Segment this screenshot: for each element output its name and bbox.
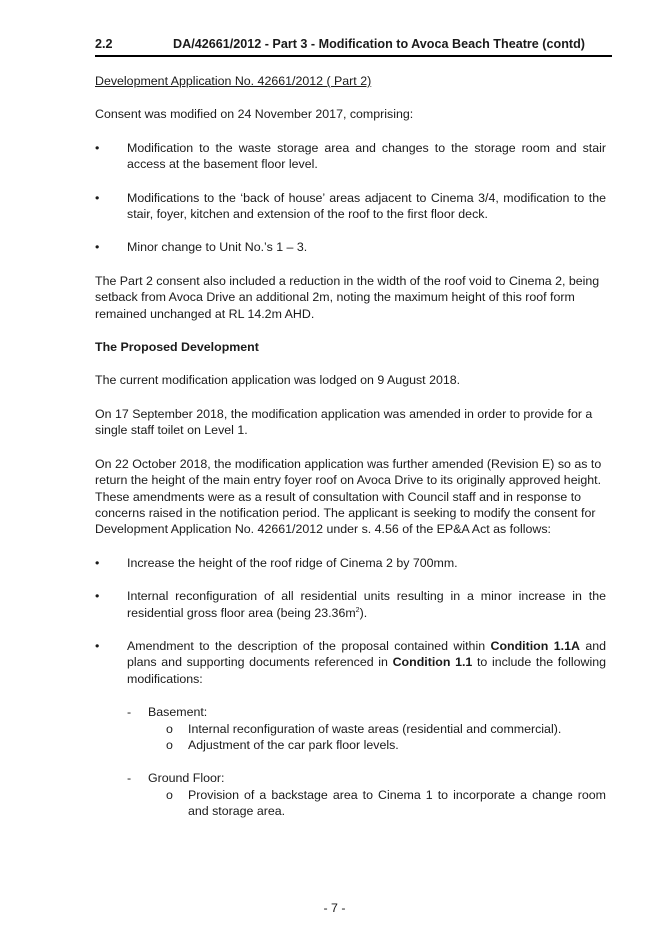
list-item-text: Modifications to the ‘back of house’ areas adjacent to Cinema 3/4, modification to the stair, foyer, kitchen and extension of the roof to the first floor deck. xyxy=(127,190,606,222)
section-number: 2.2 xyxy=(95,37,113,51)
nested-list-text: Adjustment of the car park floor levels. xyxy=(188,737,399,752)
page-number: - 7 - xyxy=(323,901,346,915)
list-item xyxy=(95,555,606,571)
list-item xyxy=(95,638,606,687)
circle-marker: o xyxy=(166,721,173,736)
bullet-marker: • xyxy=(95,240,100,255)
condition-ref: Condition 1.1 xyxy=(392,655,473,670)
list-item xyxy=(95,239,606,255)
nested-list-text: Provision of a backstage area to Cinema 1 to incorporate a change room and storage area. xyxy=(188,787,606,819)
list-item-text: Minor change to Unit No.’s 1 – 3. xyxy=(127,240,308,255)
list-item-text: Modification to the waste storage area and changes to the storage room and stair access at the basement floor level. xyxy=(127,140,606,172)
nested-list-text: Internal reconfiguration of waste areas (residential and commercial). xyxy=(188,721,562,736)
proposed-para-1: The current modification application was lodged on 9 August 2018. xyxy=(95,373,461,388)
part2-intro: Consent was modified on 24 November 2017, comprising: xyxy=(95,107,414,122)
sublist-item xyxy=(127,704,606,720)
header-title: DA/42661/2012 - Part 3 - Modification to Avoca Beach Theatre (contd) xyxy=(173,37,585,51)
sublist-label: Ground Floor: xyxy=(148,771,225,786)
proposed-para-3: On 22 October 2018, the modification application was further amended (Revision E) so as to return the height of the main entry foyer roof on Avoca Drive to its originally approved height. These amendments were as a result of consultation with Council staff and in response to concerns raised in the notification period. The applicant is seeking to modify the consent for Development Application No. 42661/2012 under s. 4.56 of the EP&A Act as follows: xyxy=(95,456,602,537)
text-run: Amendment to the description of the proposal contained within xyxy=(127,638,491,653)
header-rule xyxy=(95,55,612,57)
text-run: and plans and supporting documents referenced in xyxy=(127,638,606,670)
superscript: 2 xyxy=(355,606,360,614)
bullet-marker: • xyxy=(95,140,100,155)
circle-marker: o xyxy=(166,787,173,802)
list-item-text: Increase the height of the roof ridge of Cinema 2 by 700mm. xyxy=(127,555,458,570)
proposed-para-2: On 17 September 2018, the modification application was amended in order to provide for a single staff toilet on Level 1. xyxy=(95,406,593,438)
text-run: to include the following modifications: xyxy=(127,655,606,686)
nested-list-item xyxy=(166,721,606,737)
part2-closing: The Part 2 consent also included a reduction in the width of the roof void to Cinema 2, being setback from Avoca Drive an additional 2m, noting the maximum height of this roof form remained unchanged at RL 14.2m AHD. xyxy=(95,273,600,321)
part2-heading: Development Application No. 42661/2012 ( Part 2) xyxy=(95,74,372,88)
list-item xyxy=(95,140,606,173)
sublist-item xyxy=(127,770,606,786)
nested-list-item xyxy=(166,737,606,753)
bullet-marker: • xyxy=(95,589,100,604)
nested-list-item xyxy=(166,787,606,820)
list-item-text-main: Internal reconfiguration of all residential units resulting in a minor increase in the residential gross floor area (being 23.36m xyxy=(127,589,606,620)
sublist-label: Basement: xyxy=(148,705,208,720)
dash-marker: - xyxy=(127,771,132,786)
bullet-marker: • xyxy=(95,555,100,570)
bullet-marker: • xyxy=(95,190,100,205)
proposed-heading: The Proposed Development xyxy=(95,340,259,355)
list-item-text-end: ). xyxy=(359,605,368,620)
page-header xyxy=(95,36,612,53)
condition-ref: Condition 1.1A xyxy=(490,638,580,653)
bullet-marker: • xyxy=(95,638,100,653)
dash-marker: - xyxy=(127,705,132,720)
list-item xyxy=(95,588,606,621)
circle-marker: o xyxy=(166,737,173,752)
list-item-text xyxy=(127,588,606,621)
list-item xyxy=(95,190,606,223)
document-body xyxy=(95,71,606,820)
list-item-text xyxy=(127,638,606,687)
